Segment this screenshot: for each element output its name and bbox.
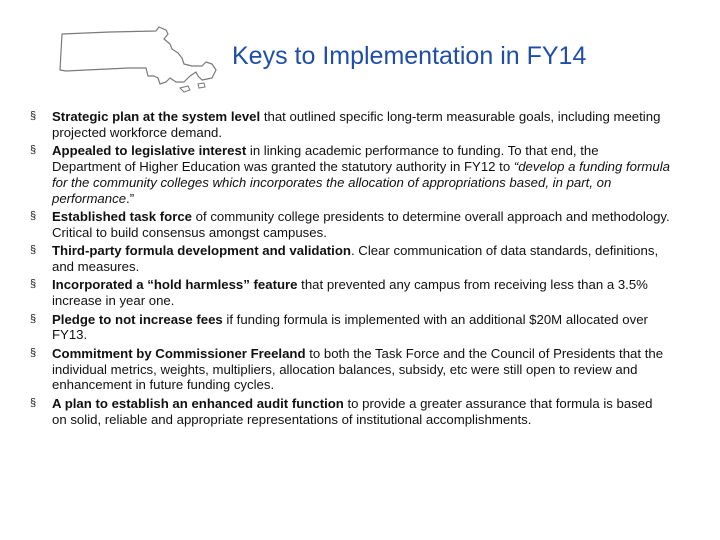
bullet-text: in linking academic performance to funding. To that end, the Department of Higher Education was granted the statutory authority in FY12 to [52,143,599,174]
bullet-marker-icon: § [30,278,37,291]
bullet-text: to provide a greater assurance that formula is based on solid, reliable and appropriate representations of institutional accomplishments. [52,395,653,427]
bullet-lead: Incorporated a “hold harmless” feature [52,277,298,293]
bullet-text: of community college presidents to determine overall approach and methodology. Critical to build consensus amongst campuses. [52,208,670,240]
bullet-marker-icon: § [30,312,37,325]
bullet-item [30,209,670,241]
bullet-marker-icon: § [30,396,37,409]
bullet-item [30,312,670,344]
slide-title: Keys to Implementation in FY14 [232,42,587,70]
bullet-item [30,143,670,206]
bullet-text: that outlined specific long-term measurable goals, including meeting projected workforce demand. [52,109,661,140]
bullet-item [30,277,670,309]
bullet-lead: A plan to establish an enhanced audit function [52,395,344,411]
bullet-quote: “develop a funding formula for the community colleges which incorporates the allocation of appropriations based, in part, on performance [52,158,670,206]
bullet-text: to both the Task Force and the Council of Presidents that the individual metrics, weights, multipliers, allocation balances, subsidy, etc were still open to review and enhancement in future funding cycles. [52,345,664,393]
bullet-marker-icon: § [30,110,37,122]
bullet-lead: Strategic plan at the system level [52,109,261,124]
bullet-lead: Pledge to not increase fees [52,311,223,327]
bullet-marker-icon: § [30,346,37,359]
massachusetts-map-outline-icon [56,20,224,106]
bullet-lead: Established task force [52,208,192,224]
bullet-text: that prevented any campus from receiving less than a 3.5% increase in year one. [52,277,648,309]
bullet-item [30,346,670,393]
bullet-item [30,109,670,141]
bullet-text: . Clear communication of data standards, definitions, and measures. [52,243,659,274]
bullet-item [30,396,670,428]
bullet-lead: Appealed to legislative interest [52,143,247,159]
bullet-list [30,109,670,430]
bullet-marker-icon: § [30,244,37,257]
bullet-marker-icon: § [30,209,37,222]
bullet-quote-end: .” [126,190,135,206]
bullet-lead: Third-party formula development and validation [52,243,351,259]
bullet-marker-icon: § [30,144,37,157]
bullet-text: if funding formula is implemented with an additional $20M allocated over FY13. [52,311,648,343]
bullet-lead: Commitment by Commissioner Freeland [52,345,306,361]
bullet-item [30,243,670,275]
